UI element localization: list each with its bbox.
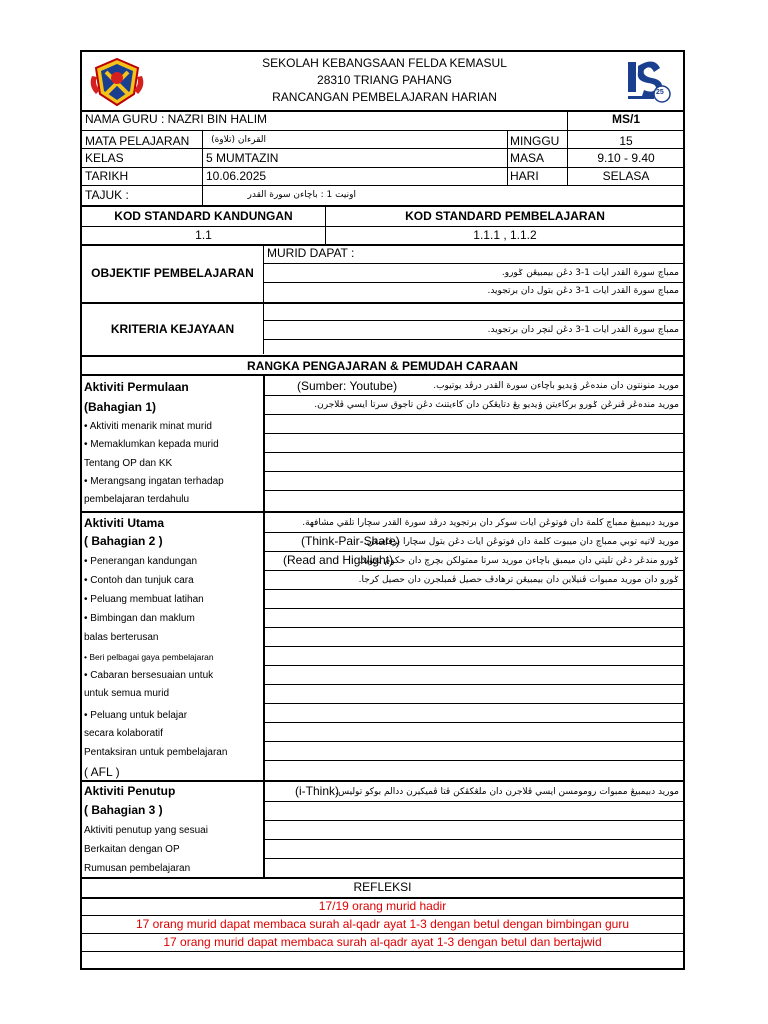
main-item: Pentaksiran untuk pembelajaran: [84, 747, 228, 758]
main-item: • Cabaran bersesuaian untuk: [84, 670, 214, 681]
main-arabic-1: موريد دبيمبيڠ ممباچ کلمة دان فوتوڠن ايات سوکر دان برتجويد درڤد سورة القدر سچارا تلقي مشافهة.: [302, 518, 679, 528]
closing-item: Berkaitan dengan OP: [84, 844, 180, 855]
objective-label: OBJEKTIF PEMBELAJARAN: [91, 266, 254, 280]
time-value: 9.10 - 9.40: [597, 151, 655, 165]
main-item: • Peluang untuk belajar: [84, 710, 188, 721]
main-item: untuk semua murid: [84, 688, 170, 699]
school-address: 28310 TRIANG PAHANG: [317, 73, 452, 87]
opening-title: Aktiviti Permulaan: [84, 380, 189, 394]
reflection-title: REFLEKSI: [353, 880, 412, 894]
topic-label: TAJUK :: [85, 188, 129, 202]
content-standard-value: 1.1: [195, 228, 212, 242]
opening-arabic-1: موريد منونتون دان منده‌ڠر ۏيديو باچاءن سورة القدر درڤد يوتيوب.: [433, 381, 679, 391]
main-item: ( AFL ): [84, 765, 120, 779]
reflection-line-1: 17/19 orang murid hadir: [318, 899, 447, 913]
topic-value: اونيت 1 : باچاءن سورة القدر: [247, 190, 356, 200]
week-label: MINGGU: [510, 134, 560, 148]
closing-arabic-1: موريد دبيمبيڠ ممبوات رومومسن ايسي ڤلاجرن دان ملڠکڤکن ڤتا ڤميکيرن ددالم بوکو توليس.: [335, 787, 679, 797]
day-label: HARI: [510, 169, 539, 183]
closing-part: ( Bahagian 3 ): [84, 803, 163, 817]
main-item: • Beri pelbagai gaya pembelajaran: [84, 652, 214, 662]
murid-dapat-label: MURID DAPAT :: [267, 246, 355, 260]
teacher-name: NAMA GURU : NAZRI BIN HALIM: [85, 112, 268, 126]
reflection-line-2: 17 orang murid dapat membaca surah al-qadr ayat 1-3 dengan betul dengan bimbingan guru: [136, 917, 629, 931]
reflection-line-3: 17 orang murid dapat membaca surah al-qadr ayat 1-3 dengan betul dan bertajwid: [163, 935, 602, 949]
main-arabic-4: ݢورو دان موريد ممبوات ڤنيلاين دان بيمبيڠن ترهادڤ حصيل ڤمبلجرن دان حصيل کرجا.: [358, 575, 679, 585]
main-arabic-3: ݢورو مندڠر دڠن تليتي دان ميمبق باچاءن موريد سرتا ممتولکن بچرچ دان حکوم تجويد.: [358, 556, 679, 566]
document-title: RANCANGAN PEMBELAJARAN HARIAN: [272, 90, 497, 104]
lesson-plan-sheet: [80, 50, 685, 970]
opening-item: • Merangsang ingatan terhadap: [84, 476, 224, 487]
opening-item: • Memaklumkan kepada murid: [84, 439, 219, 450]
main-tag-read-highlight: (Read and Highlight): [283, 553, 394, 567]
date-value: 10.06.2025: [206, 169, 267, 183]
content-standard-label: KOD STANDARD KANDUNGAN: [114, 209, 293, 223]
day-value: SELASA: [602, 169, 650, 183]
school-name: SEKOLAH KEBANGSAAN FELDA KEMASUL: [262, 56, 507, 70]
learning-standard-value: 1.1.1 , 1.1.2: [473, 228, 537, 242]
main-arabic-2: موريد لاتيه توبي ممباچ دان ميبوت کلمة دان فوتوڠن ايات دڠن بتول سچارا برڤاسڠن.: [363, 537, 679, 547]
closing-item: Rumusan pembelajaran: [84, 863, 191, 874]
closing-line-1: [267, 783, 679, 800]
class-label: KELAS: [85, 151, 124, 165]
opening-source-tag: (Sumber: Youtube): [297, 379, 398, 393]
week-value: 15: [619, 134, 633, 148]
opening-arabic-2: موريد منده‌ڠر ڤنرڠن ݢورو برکاءيتن ۏيديو يڠ دتايڠکن دان کاءيتنث دڠن تاجوق سرتا ايسي ڤلاجرن.: [314, 400, 679, 410]
subject-label: MATA PELAJARAN: [85, 134, 190, 148]
closing-tag-ithink: (i-Think): [295, 784, 339, 798]
objective-line-2: ممباچ سورة القدر ايات 1-3 دڠن بتول دان برتجويد.: [487, 286, 679, 296]
opening-item: pembelajaran terdahulu: [84, 494, 190, 505]
main-item: secara kolaboratif: [84, 728, 163, 739]
page-code: MS/1: [611, 112, 640, 126]
date-label: TARIKH: [85, 169, 129, 183]
main-item: • Contoh dan tunjuk cara: [84, 575, 194, 586]
main-line-2: [267, 533, 679, 550]
class-value: 5 MUMTAZIN: [206, 151, 279, 165]
opening-item: Tentang OP dan KK: [84, 458, 173, 469]
anniversary-logo: [624, 56, 672, 104]
closing-item: Aktiviti penutup yang sesuai: [84, 825, 208, 836]
main-item: • Peluang membuat latihan: [84, 594, 204, 605]
main-item: • Bimbingan dan maklum: [84, 613, 195, 624]
time-label: MASA: [510, 151, 545, 165]
subject-value: القرءان (تلاوة): [211, 135, 266, 145]
opening-part: (Bahagian 1): [84, 400, 157, 414]
main-title: Aktiviti Utama: [84, 516, 165, 530]
opening-line-1: [267, 378, 679, 394]
criteria-line-1: ممباچ سورة القدر ايات 1-3 دڠن لنچر دان برتجويد.: [487, 325, 679, 335]
opening-item: • Aktiviti menarik minat murid: [84, 421, 212, 432]
closing-title: Aktiviti Penutup: [84, 784, 176, 798]
main-item: • Penerangan kandungan: [84, 556, 198, 567]
main-line-3: [267, 552, 679, 569]
criteria-label: KRITERIA KEJAYAAN: [110, 322, 235, 336]
main-tag-think-pair-share: (Think-Pair-Share): [301, 534, 400, 548]
main-item: balas berterusan: [84, 632, 159, 643]
school-crest-logo: [88, 56, 146, 108]
framework-title: RANGKA PENGAJARAN & PEMUDAH CARAAN: [247, 359, 518, 373]
main-part: ( Bahagian 2 ): [84, 534, 163, 548]
learning-standard-label: KOD STANDARD PEMBELAJARAN: [405, 209, 605, 223]
objective-line-1: ممباچ سورة القدر ايات 1-3 دڠن بيمبيڠن ݢورو.: [501, 268, 679, 278]
anniversary-number: 25: [656, 89, 664, 96]
